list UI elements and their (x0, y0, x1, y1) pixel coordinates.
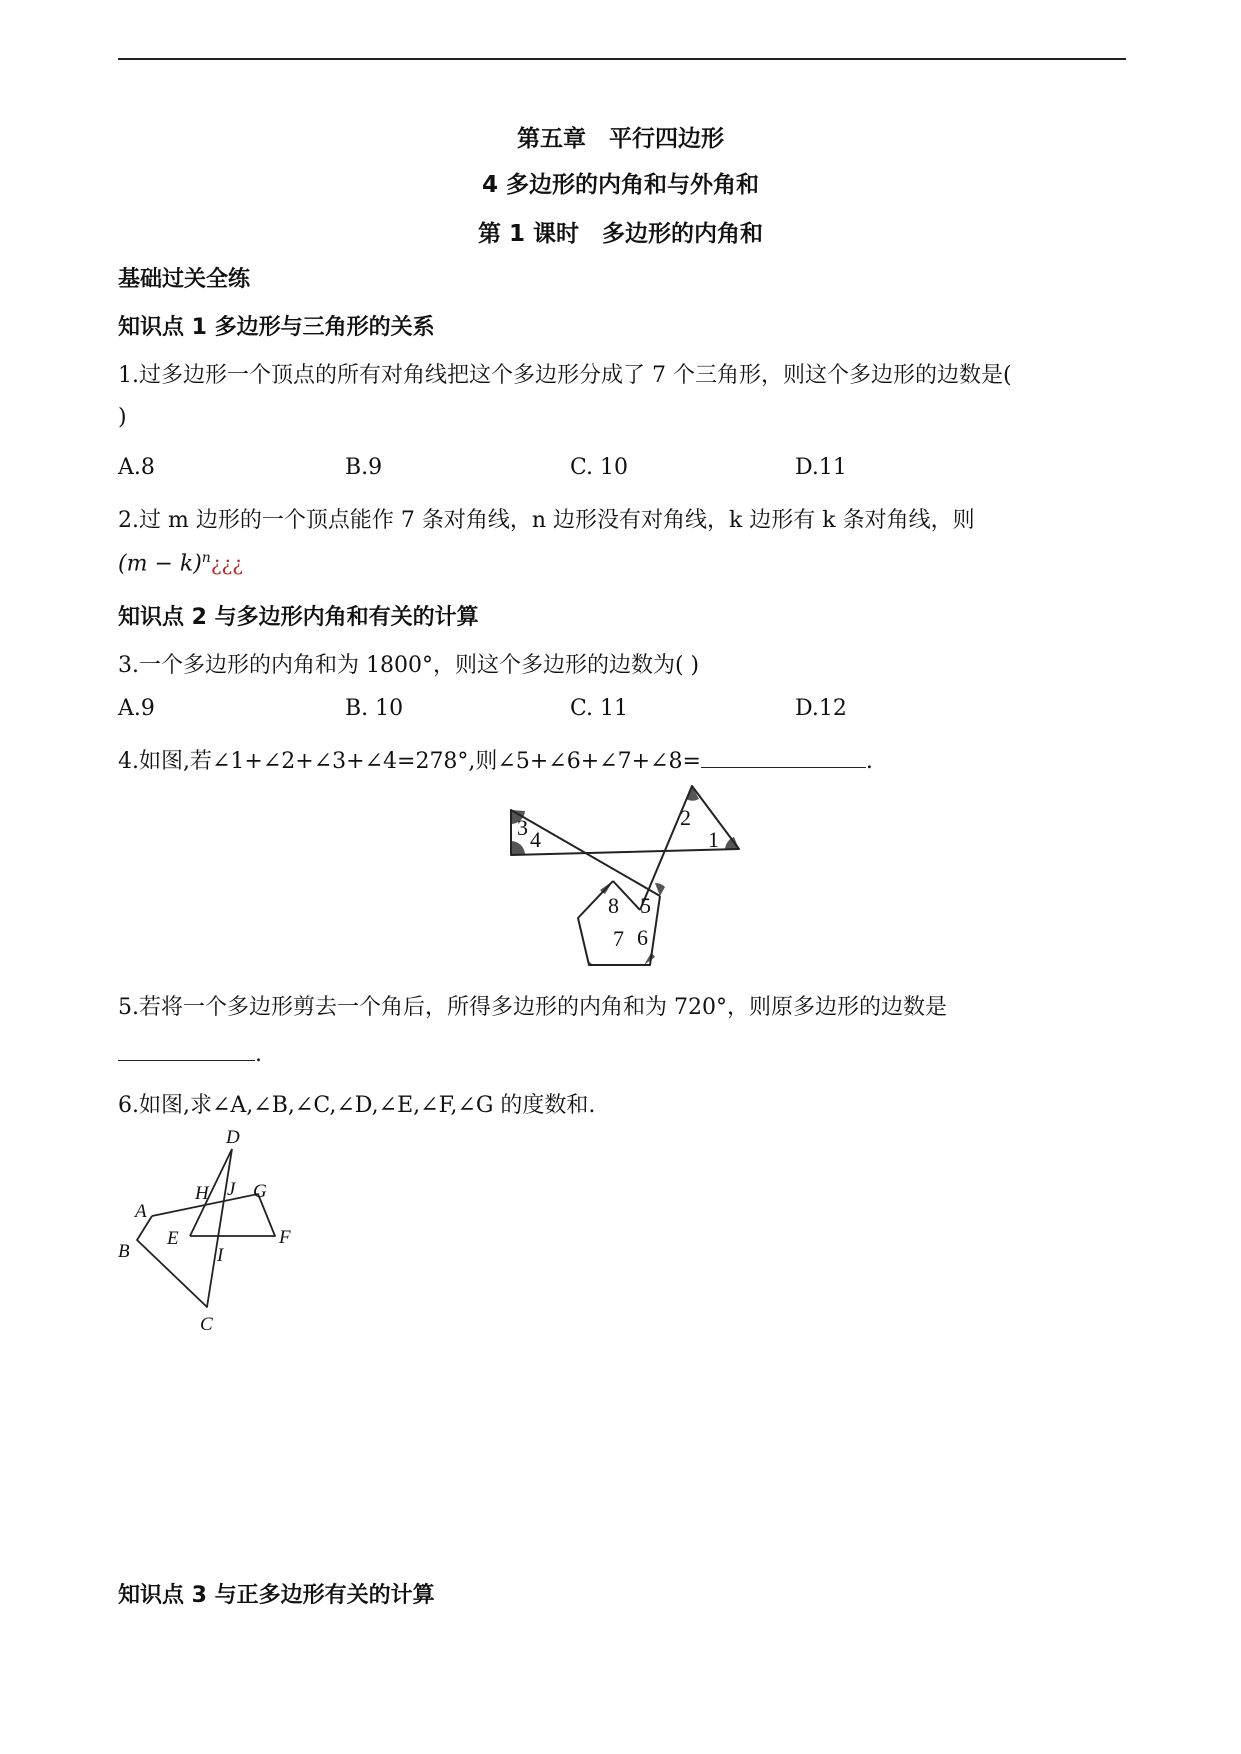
label-5: 5 (640, 893, 651, 918)
label-b: B (118, 1241, 130, 1262)
q4-text: 4.如图,若∠1+∠2+∠3+∠4=278°,则∠5+∠6+∠7+∠8= (118, 749, 701, 774)
q3-option-c: C. 11 (570, 696, 629, 721)
q5-blank-line (118, 1040, 262, 1067)
polygon-figure (110, 1130, 310, 1340)
label-6: 6 (637, 925, 648, 950)
label-c: C (200, 1314, 213, 1335)
kp3-title: 知识点 3 与正多边形有关的计算 (118, 1583, 435, 1608)
lesson-title: 第 1 课时 多边形的内角和 (477, 221, 764, 247)
angle-mark-4 (511, 841, 525, 855)
q1-text: 1.过多边形一个顶点的所有对角线把这个多边形分成了 7 个三角形，则这个多边形的边数是( (118, 363, 1012, 388)
q3-text: 3.一个多边形的内角和为 1800°，则这个多边形的边数为( ) (118, 653, 700, 678)
angle-figure (500, 780, 750, 970)
label-f: F (279, 1227, 291, 1248)
q2-expression (118, 550, 243, 576)
q1-option-a: A.8 (118, 455, 155, 480)
label-a: A (135, 1201, 147, 1222)
q1-option-d: D.11 (795, 455, 847, 480)
label-7: 7 (613, 926, 624, 951)
q4-answer-blank[interactable] (701, 747, 866, 768)
q4-end: . (865, 749, 873, 774)
q3-option-d: D.12 (795, 696, 847, 721)
q6-text: 6.如图,求∠A,∠B,∠C,∠D,∠E,∠F,∠G 的度数和. (118, 1093, 596, 1118)
label-h: H (195, 1183, 209, 1204)
q2-garbled: ¿¿¿ (210, 551, 243, 576)
label-j: J (227, 1179, 236, 1200)
q5-end: . (255, 1042, 262, 1067)
q3-option-b: B. 10 (345, 696, 404, 721)
q5-answer-blank[interactable] (118, 1040, 255, 1061)
label-1: 1 (708, 827, 719, 852)
q3-option-a: A.9 (118, 696, 155, 721)
label-2: 2 (680, 805, 691, 830)
label-4: 4 (530, 827, 541, 852)
q2-text: 2.过 m 边形的一个顶点能作 7 条对角线，n 边形没有对角线，k 边形有 k 条对角线，则 (118, 508, 975, 533)
practice-title: 基础过关全练 (118, 267, 251, 292)
label-e: E (167, 1228, 179, 1249)
q5-text: 5.若将一个多边形剪去一个角后，所得多边形的内角和为 720°，则原多边形的边数是 (118, 995, 947, 1020)
q1-option-c: C. 10 (570, 455, 629, 480)
label-i: I (217, 1245, 224, 1266)
header-rule (118, 58, 1126, 60)
q1-option-b: B.9 (345, 455, 383, 480)
chapter-title: 第五章 平行四边形 (517, 126, 724, 152)
outline-a-b-c-d (137, 1149, 232, 1307)
kp2-title: 知识点 2 与多边形内角和有关的计算 (118, 605, 479, 630)
q2-exponent: n (201, 550, 211, 566)
q2-expr: (m − k) (118, 551, 202, 577)
crossing-lines (511, 786, 739, 910)
q4-line (118, 744, 873, 775)
label-8: 8 (608, 893, 619, 918)
label-3: 3 (517, 815, 528, 840)
label-d: D (226, 1130, 240, 1148)
kp1-title: 知识点 1 多边形与三角形的关系 (118, 315, 435, 340)
label-g: G (253, 1181, 267, 1202)
section-title: 4 多边形的内角和与外角和 (481, 172, 759, 198)
q1-paren: ) (118, 405, 127, 430)
